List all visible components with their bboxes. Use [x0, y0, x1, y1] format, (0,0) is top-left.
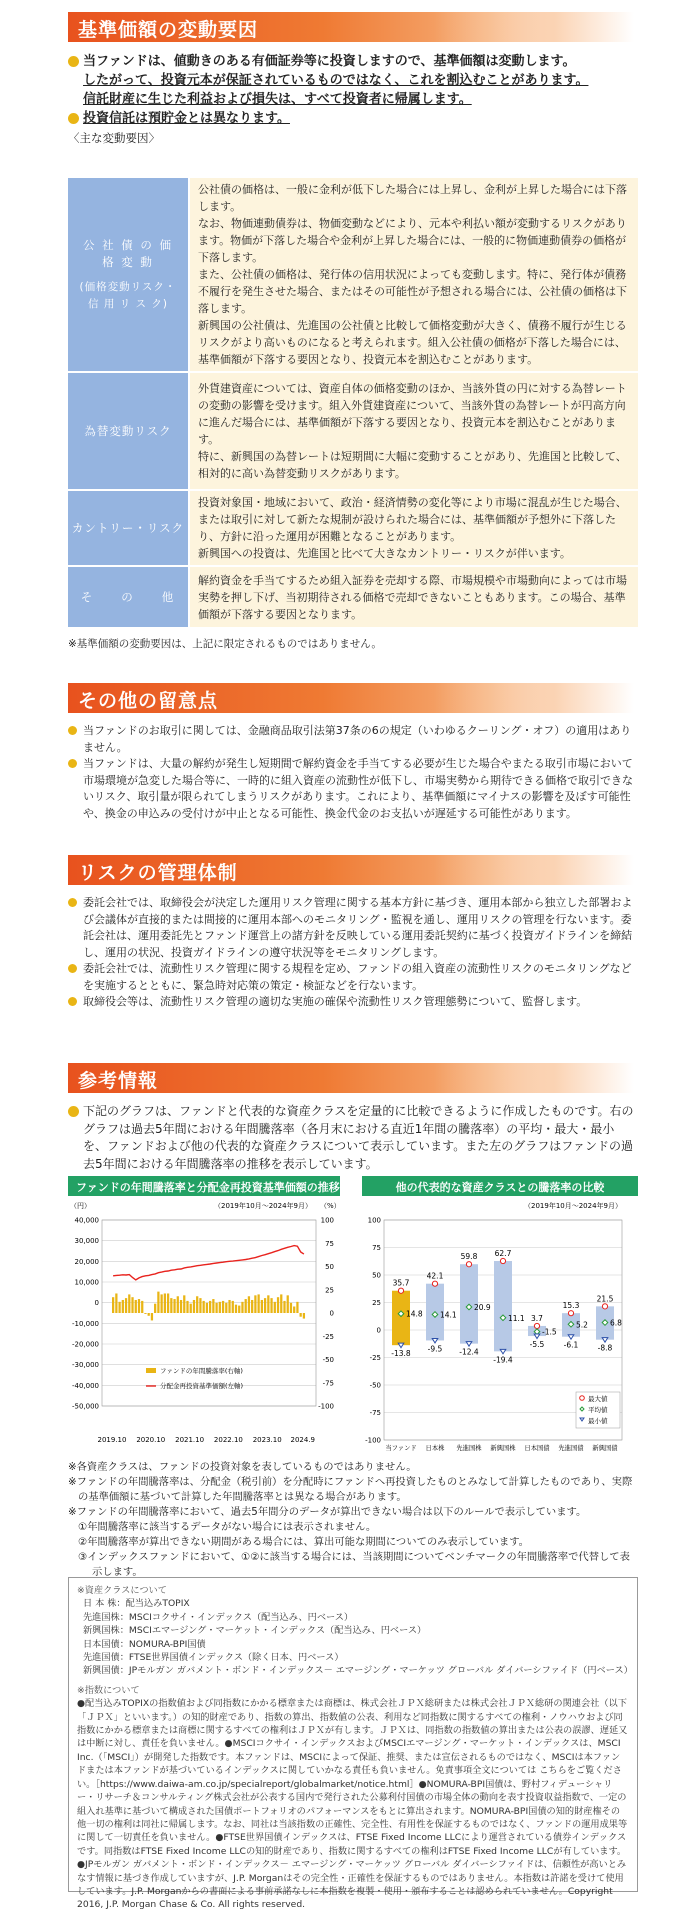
x-tick-label: 2019.10 — [97, 1436, 127, 1444]
max-marker — [568, 1311, 573, 1316]
return-bar — [212, 1299, 214, 1313]
return-bar — [144, 1313, 146, 1314]
return-bar — [193, 1300, 195, 1313]
section-title-nav-factors: 基準価額の変動要因 — [68, 12, 634, 42]
bullet-dot-icon — [68, 997, 77, 1006]
avg-data-label: 11.1 — [508, 1313, 525, 1323]
avg-data-label: 14.1 — [440, 1310, 457, 1320]
return-bar — [264, 1298, 266, 1313]
category-label: 日本国債 — [524, 1445, 550, 1452]
row-label: 公 社 債 の 価 格 変 動 (価格変動リスク・信 用 リ ス ク) — [68, 178, 189, 372]
category-label: 日本株 — [425, 1445, 445, 1452]
return-bar — [177, 1296, 179, 1313]
return-bar — [267, 1295, 269, 1313]
category-label: 新興国株 — [490, 1445, 516, 1452]
chart-notes: ※各資産クラスは、ファンドの投資対象を表しているものではありません。 ※ファンドの年間騰落率は、分配金（税引前）を分配時にファンドへ再投資したものとみなして計算したものであり、実際の基準価額に基づいて計算した年間騰落率とは異なる場合があります。 ※ファンドの年間騰落率において、過去5年間分のデータが算出できない場合は以下のルールで表示しています。 ①年間騰落率に該当するデータがない場合には表示されません。 ②年間騰落率が算出できない期間がある場合には、算出可能な期間についてのみ表示しています。 ③インデックスファンドにおいて、①②に該当する場合には、当該期間についてベンチマークの年間騰落率で代替して表示します。 — [68, 1461, 633, 1578]
list-item: 当ファンドは、大量の解約が発生し短期間で解約資金を手当てする必要が生じた場合やまたる取引市場において市場環境が急変した場合等に、一時的に組入資産の流動性が低下し、市場実勢から期待できる価格で取引できないリスク、取引量が限られてしまうリスクがあります。これにより、基準価額にマイナスの影響を及ぼす可能性や、換金の申込みの受付けが中止となる可能性、換金代金のお支払いが遅延する可能性があります。 — [68, 756, 638, 822]
min-data-label: -19.4 — [493, 1355, 513, 1365]
y-tick-label: 0 — [376, 1326, 381, 1335]
other-notes-list — [68, 723, 638, 822]
return-bar — [203, 1301, 205, 1313]
left-tick-label: 20,000 — [74, 1257, 99, 1266]
reference-intro — [68, 1103, 638, 1173]
y-tick-label: 75 — [372, 1244, 381, 1252]
legend-label: 分配金再投資基準価額(左軸) — [160, 1382, 244, 1390]
right-axis-unit: （%） — [320, 1202, 341, 1210]
return-bar — [151, 1313, 153, 1320]
left-tick-label: -10,000 — [71, 1319, 99, 1328]
return-bar — [222, 1301, 224, 1313]
table-row — [68, 490, 638, 566]
avg-data-label: 14.8 — [406, 1309, 423, 1319]
row-text: 公社債の価格は、一般に金利が低下した場合には上昇し、金利が上昇した場合には下落します。 なお、物価連動債券は、物価変動などにより、元本や利払い額が変動するリスクがあります。物価が下落した場合や金利が上昇した場合には、一般的に物価連動債券の価格が下落します。 また、公社債の価格は、発行体の信用状況によっても変動します。特に、発行体が債務不履行を発生させた場合、またはその可能性が予想される場合には、公社債の価格は下落します。 新興国の公社債は、先進国の公社債と比較して価格変動が大きく、債務不履行が生じるリスクがより高いものになると考えられます。組入公社債の価格が下落した場合には、基準価額が下落する要因となり、投資元本を割込むことがあります。 — [189, 178, 638, 372]
nav-factor-bullets — [68, 52, 638, 147]
return-bar — [164, 1293, 166, 1313]
section-title-other-notes: その他の留意点 — [68, 683, 634, 713]
bullet-dot-icon — [68, 964, 77, 973]
left-chart-title: ファンドの年間騰落率と分配金再投資基準価額の推移 — [68, 1176, 340, 1196]
min-data-label: -12.4 — [459, 1347, 479, 1357]
return-bar — [254, 1295, 256, 1313]
return-bar — [251, 1300, 253, 1313]
y-tick-label: -100 — [365, 1436, 381, 1445]
return-bar — [270, 1298, 272, 1313]
row-label: 為替変動リスク — [68, 372, 189, 490]
left-tick-label: -20,000 — [71, 1340, 99, 1349]
return-bar — [283, 1301, 285, 1313]
section-title-risk-management: リスクの管理体制 — [68, 855, 634, 885]
min-data-label: -8.8 — [597, 1343, 613, 1353]
return-bar — [209, 1301, 211, 1313]
left-tick-label: -50,000 — [71, 1402, 99, 1411]
bullet-dot-icon — [68, 1106, 79, 1117]
left-tick-label: -40,000 — [71, 1381, 99, 1390]
right-tick-label: -75 — [322, 1379, 334, 1388]
table-row — [68, 178, 638, 372]
return-bar — [290, 1303, 292, 1313]
max-marker — [398, 1288, 403, 1293]
max-marker — [500, 1258, 505, 1263]
max-marker — [432, 1281, 437, 1286]
return-bar — [215, 1303, 217, 1313]
max-data-label: 35.7 — [392, 1278, 410, 1288]
min-data-label: -9.5 — [427, 1344, 443, 1354]
reference-box: ※資産クラスについて 日 本 株：配当込みTOPIX 先進国株：MSCIコクサイ・インデックス（配当込み、円ベース） 新興国株：MSCIエマージング・マーケット・インデックス（配当込み、円ベース） 日本国債：NOMURA-BPI国債 先進国債：FTSE世界国債インデックス（除く日本、円ベース） 新興国債：JPモルガン ガバメント・ボンド・インデックス－ エマージング・マーケッツ グローバル ダイバーシファイド（円ベース） ※指数について ●配当込みTOPIXの指数値および同指数にかかる標章または商標は、株式会社ＪＰＸ総研または株式会社ＪＰＸ総研の関連会社（以下「ＪＰＸ」といいます。）の知的財産であり、指数の算出、指数値の公表、利用など同指数に関するすべての権利・ノウハウおよび同指数にかかる標章または商標に関するすべての権利はＪＰＸが有します。ＪＰＸは、同指数の指数値の算出または公表の誤謬、遅延又は中断に対し、責任を負いません。●MSCIコクサイ・インデックスおよびMSCIエマージング・マーケット・インデックスは、MSCI Inc.（「MSCI」）が開発した指数です。本ファンドは、MSCIによって保証、推奨、または宣伝されるものではなく、MSCIは本ファンドまたは本ファンドが基づいているインデックスに関していかなる責任も負いません。免責事項全文については こちらをご覧ください。［https://www.daiwa-am.co.jp/specialreport/globalmarket/notice.html］●NOMURA-BPI国債は、野村フィデューシャリー・リサーチ＆コンサルティング株式会社が公表する国内で発行された公募利付国債の市場全体の動向を表す投資収益指数で、一定の組入れ基準に基づいて構成された国債ポートフォリオのパフォーマンスをもとに算出されます。NOMURA-BPI国債の知的財産権その他一切の権利は同社に帰属します。なお、同社は当該指数の正確性、完全性、有用性を保証するものではなく、ファンドの運用成果等に関して一切責任を負いません。●FTSE世界国債インデックスは、FTSE Fixed Income LLCにより運営されている債券インデックスです。同指数はFTSE Fixed Income LLCの知的財産であり、指数に関するすべての権利はFTSE Fixed Income LLCが有しています。●JPモルガン ガバメント・ボンド・インデックス－ エマージング・マーケッツ グローバル ダイバーシファイドは、信頼性が高いとみなす情報に基づき作成していますが、J.P. Morganはその完全性・正確性を保証するものではありません。本指数は許諾を受けて使用しています。J.P. Morganからの書面による事前承諾なしに本指数を複製・使用・頒布することは認められていません。Copyright 2016, J.P. Morgan Chase & Co. All rights reserved. — [68, 1577, 638, 1892]
category-label: 新興国債 — [592, 1445, 618, 1452]
risk-factor-table — [68, 178, 638, 629]
right-tick-label: 100 — [320, 1216, 334, 1225]
max-data-label: 59.8 — [460, 1252, 478, 1262]
max-data-label: 42.1 — [426, 1271, 444, 1281]
min-marker — [432, 1338, 438, 1343]
left-tick-label: -30,000 — [71, 1361, 99, 1370]
y-tick-label: 100 — [367, 1216, 381, 1225]
row-label: カントリー・リスク — [68, 490, 189, 566]
legend-label: 最小値 — [588, 1417, 608, 1425]
bullet-dot-icon — [68, 898, 77, 907]
footnote: ※基準価額の変動要因は、上記に限定されるものではありません。 — [68, 638, 382, 650]
range-bar — [494, 1261, 512, 1351]
return-bar — [287, 1295, 289, 1313]
x-tick-label: 2021.10 — [175, 1436, 205, 1444]
return-bar — [122, 1300, 124, 1313]
section-title-reference: 参考情報 — [68, 1063, 634, 1093]
chart-period: （2019年10月〜2024年9月） — [524, 1202, 622, 1210]
min-data-label: -5.5 — [529, 1340, 545, 1350]
return-bar — [190, 1304, 192, 1313]
max-marker — [534, 1323, 539, 1328]
return-bar — [225, 1303, 227, 1313]
return-bar — [167, 1293, 169, 1313]
return-bar — [219, 1302, 221, 1313]
right-tick-label: -25 — [322, 1332, 334, 1341]
right-tick-label: 0 — [329, 1309, 334, 1318]
x-tick-label: 2023.10 — [252, 1436, 282, 1444]
table-row — [68, 372, 638, 490]
bullet-dot-icon — [68, 56, 79, 67]
asset-class-comparison-chart — [362, 1198, 638, 1456]
return-bar — [131, 1297, 133, 1313]
list-item: 下記のグラフは、ファンドと代表的な資産クラスを定量的に比較できるように作成したものです。右のグラフは過去5年間における年間騰落率（各月末における直近1年間の騰落率）の平均・最大・最小を、ファンドおよび他の代表的な資産クラスについて表示しています。また左のグラフはファンドの過去5年間における年間騰落率の推移を表示しています。 — [68, 1103, 638, 1173]
right-chart-title: 他の代表的な資産クラスとの騰落率の比較 — [362, 1176, 638, 1196]
return-bar — [300, 1313, 302, 1317]
return-bar — [141, 1301, 143, 1313]
max-marker — [466, 1262, 471, 1267]
max-data-label: 62.7 — [494, 1249, 512, 1259]
return-bar — [199, 1298, 201, 1313]
return-bar — [303, 1313, 305, 1319]
y-tick-label: -50 — [369, 1381, 381, 1390]
return-bar — [277, 1297, 279, 1313]
avg-data-label: -1.5 — [542, 1327, 557, 1337]
return-bar — [186, 1301, 188, 1313]
y-tick-label: 50 — [372, 1271, 381, 1280]
bullet-dot-icon — [68, 726, 77, 735]
return-bar — [154, 1304, 156, 1313]
return-bar — [115, 1293, 117, 1313]
right-tick-label: -50 — [322, 1356, 334, 1364]
row-text: 外貨建資産については、資産自体の価格変動のほか、当該外貨の円に対する為替レートの変動の影響を受けます。組入外貨建資産について、当該外貨の為替レートが円高方向に進んだ場合には、基準価額が下落する要因となり、投資元本を割込むことがあります。 特に、新興国の為替レートは短期間に大幅に変動することがあり、先進国と比較して、相対的に高い為替変動リスクがあります。 — [189, 372, 638, 490]
return-bar — [241, 1302, 243, 1313]
max-marker — [602, 1304, 607, 1309]
max-data-label: 15.3 — [562, 1301, 580, 1311]
return-bar — [274, 1302, 276, 1313]
return-bar — [157, 1292, 159, 1313]
min-marker — [568, 1335, 574, 1340]
category-label: 当ファンド — [385, 1445, 417, 1452]
return-bar — [125, 1298, 127, 1313]
right-tick-label: 75 — [325, 1239, 334, 1248]
annual-return-nav-chart — [68, 1198, 360, 1456]
min-marker — [466, 1342, 472, 1347]
return-bar — [293, 1306, 295, 1313]
return-bar — [180, 1300, 182, 1313]
min-marker — [398, 1343, 404, 1348]
legend-label: 最大値 — [588, 1395, 608, 1403]
x-tick-label: 2024.9 — [290, 1436, 316, 1444]
return-bar — [170, 1298, 172, 1313]
return-bar — [228, 1300, 230, 1313]
bullet-item: 当ファンドは、値動きのある有価証券等に投資しますので、基準価額は変動します。 したがって、投資元本が保証されているものではなく、これを割込むことがあります。 信託財産に生じた利益および損失は、すべて投資者に帰属します。 — [68, 52, 638, 109]
legend-max-marker — [580, 1396, 585, 1401]
return-bar — [118, 1302, 120, 1313]
min-marker — [534, 1334, 540, 1339]
bullet-item: 投資信託は預貯金とは異なります。 — [68, 109, 638, 128]
row-label: そ の 他 — [68, 566, 189, 628]
return-bar — [196, 1296, 198, 1313]
bullet-dot-icon — [68, 759, 77, 768]
table-row — [68, 566, 638, 628]
return-bar — [261, 1300, 263, 1313]
return-bar — [245, 1299, 247, 1313]
min-marker — [500, 1349, 506, 1354]
legend-label: ファンドの年間騰落率(右軸) — [160, 1367, 243, 1375]
return-bar — [135, 1300, 137, 1313]
subheading: 〈主な変動要因〉 — [68, 131, 160, 145]
risk-management-list — [68, 895, 638, 1011]
avg-data-label: 20.9 — [474, 1303, 491, 1313]
return-bar — [148, 1313, 150, 1316]
return-bar — [206, 1303, 208, 1313]
return-bar — [232, 1301, 234, 1313]
return-bar — [112, 1297, 114, 1313]
return-bar — [138, 1299, 140, 1313]
right-tick-label: -100 — [318, 1402, 334, 1411]
return-bar — [296, 1302, 298, 1313]
list-item: 当ファンドのお取引に関しては、金融商品取引法第37条の6の規定（いわゆるクーリング・オフ）の適用はありません。 — [68, 723, 638, 756]
return-bar — [128, 1294, 130, 1313]
category-label: 先進国株 — [456, 1445, 482, 1452]
return-bar — [173, 1299, 175, 1313]
left-tick-label: 0 — [94, 1299, 99, 1308]
y-tick-label: -25 — [369, 1354, 381, 1362]
return-bar — [238, 1306, 240, 1313]
left-tick-label: 10,000 — [74, 1278, 99, 1287]
x-tick-label: 2022.10 — [213, 1436, 243, 1444]
list-item: 委託会社では、取締役会が決定した運用リスク管理に関する基本方針に基づき、運用本部から独立した部署および会議体が直接的または間接的に運用本部へのモニタリング・監視を通し、運用リスクの管理を行ないます。委託会社は、運用委託先とファンド運営上の諸方針を反映している運用委託契約に基づく投資ガイドラインを締結し、運用の状況、投資ガイドラインの遵守状況等をモニタリングします。 — [68, 895, 638, 961]
max-data-label: 21.5 — [596, 1294, 614, 1304]
min-data-label: -6.1 — [563, 1340, 579, 1350]
return-bar — [161, 1294, 163, 1313]
row-text: 投資対象国・地域において、政治・経済情勢の変化等により市場に混乱が生じた場合、または取引に対して新たな規制が設けられた場合には、基準価額が予想外に下落したり、方針に沿った運用が困難となることがあります。 新興国への投資は、先進国と比べて大きなカントリー・リスクが伴います。 — [189, 490, 638, 566]
list-item: 取締役会等は、流動性リスク管理の適切な実施の確保や流動性リスク管理態勢について、監督します。 — [68, 994, 638, 1011]
list-item: 委託会社では、流動性リスク管理に関する規程を定め、ファンドの組入資産の流動性リスクのモニタリングなどを実施するとともに、緊急時対応策の策定・検証などを行ないます。 — [68, 961, 638, 994]
return-bar — [248, 1296, 250, 1313]
left-tick-label: 30,000 — [74, 1237, 99, 1246]
row-text: 解約資金を手当てするため組入証券を売却する際、市場規模や市場動向によっては市場実勢を押し下げ、当初期待される価格で売却できないこともあります。この場合、基準価額が下落する要因となります。 — [189, 566, 638, 628]
y-tick-label: -75 — [369, 1409, 381, 1417]
avg-data-label: 5.2 — [576, 1320, 588, 1330]
left-axis-unit: （円） — [70, 1202, 91, 1210]
return-bar — [235, 1305, 237, 1313]
avg-data-label: 6.8 — [610, 1318, 622, 1328]
return-bar — [183, 1295, 185, 1313]
chart-period: （2019年10月〜2024年9月） — [214, 1202, 312, 1210]
bullet-dot-icon — [68, 113, 79, 124]
category-label: 先進国債 — [558, 1445, 584, 1452]
legend-bar-swatch — [146, 1368, 156, 1373]
return-bar — [258, 1294, 260, 1313]
left-tick-label: 40,000 — [74, 1216, 99, 1225]
legend-label: 平均値 — [588, 1406, 608, 1414]
max-data-label: 3.7 — [531, 1313, 543, 1323]
min-marker — [602, 1338, 608, 1343]
right-tick-label: 25 — [325, 1286, 334, 1295]
x-tick-label: 2020.10 — [136, 1436, 166, 1444]
return-bar — [280, 1294, 282, 1313]
y-tick-label: 25 — [372, 1299, 381, 1307]
nav-line — [113, 1246, 304, 1280]
min-data-label: -13.8 — [391, 1349, 411, 1359]
right-tick-label: 50 — [325, 1263, 334, 1271]
